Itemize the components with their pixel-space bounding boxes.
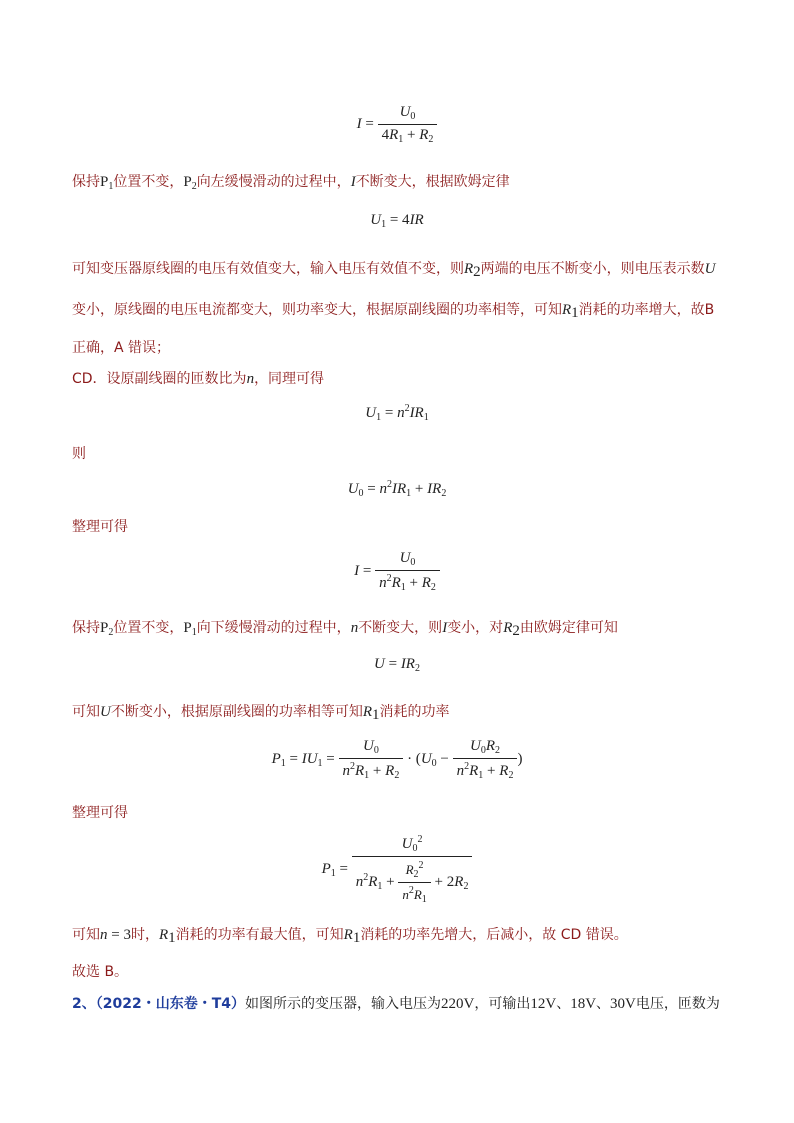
paragraph-3: 变小，原线圈的电压电流都变大，则功率变大，根据原副线圈的功率相等，可知$R_1$消耗的功率增大，故B <box>72 302 715 321</box>
equation-u1-1: $U_1 = 4IR$ <box>370 212 424 230</box>
equation-current-1: I = $\frac{U_0}{4R_1 + R_2}$ <box>0 104 794 145</box>
paragraph-2: 可知变压器原线圈的电压有效值变大，输入电压有效值不变，则$R_2$两端的电压不断变小，则电压表示数U <box>72 261 716 280</box>
equation-u: $U = IR_2$ <box>374 656 420 674</box>
paragraph-11: 可知n = 3时，$R_1$消耗的功率有最大值，可知$R_1$消耗的功率先增大，后减小，故 CD 错误。 <box>72 927 628 946</box>
equation-current-2: I = $\frac{U_0}{n^2R_1 + R_2}$ <box>0 550 794 593</box>
paragraph-4: 正确，A 错误； <box>72 340 171 356</box>
paragraph-1: 保持$P_1$位置不变，$P_2$向左缓慢滑动的过程中，I不断变大，根据欧姆定律 <box>72 174 510 192</box>
question-number: 2、 <box>72 996 96 1012</box>
paragraph-6: 则 <box>72 446 86 462</box>
equation-u1-2: $U_1 = n^2IR_1$ <box>365 403 429 423</box>
equation-p1-2: $P_1$ = $U_0^2$ $n^2R_1$ + $\frac{R_2^2}{n^2R_1}$ + $2R_2$ <box>0 834 794 905</box>
paragraph-9: 可知U不断变小，根据原副线圈的功率相等可知$R_1$消耗的功率 <box>72 704 450 723</box>
paragraph-8: 保持$P_2$位置不变，$P_1$向下缓慢滑动的过程中，n不断变大，则I变小，对$R_2$由欧姆定律可知 <box>72 620 618 639</box>
paragraph-12: 故选 B。 <box>72 964 129 980</box>
paragraph-7: 整理可得 <box>72 519 128 535</box>
equation-u0: $U_0 = n^2IR_1 + IR_2$ <box>347 479 447 499</box>
question-2: 2、（2022・山东卷・T4）如图所示的变压器，输入电压为220V，可输出12V、18V、30V电压，匝数为 <box>72 996 720 1012</box>
paragraph-10: 整理可得 <box>72 805 128 821</box>
question-source: （2022・山东卷・T4） <box>95 996 246 1012</box>
paragraph-5: CD．设原副线圈的匝数比为n，同理可得 <box>72 371 325 387</box>
equation-p1-1: $P_1 = IU_1$ = $\frac{U_0}{n^2R_1 + R_2}$ · ($U_0$ − $\frac{U_0R_2}{n^2R_1 + R_2}$ ) <box>271 738 523 781</box>
